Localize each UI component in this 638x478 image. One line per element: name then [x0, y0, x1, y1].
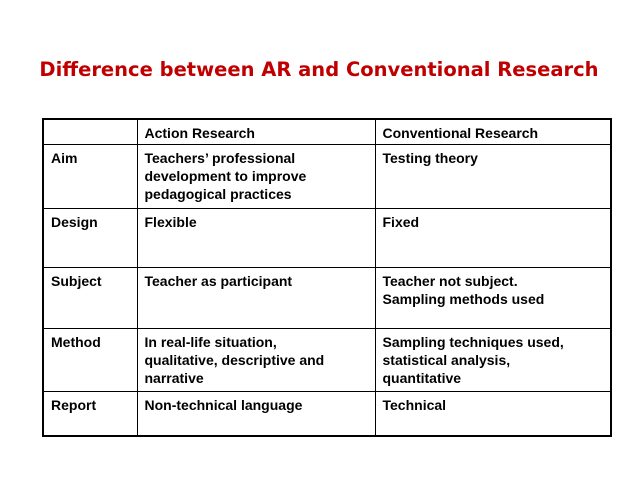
cell-report-action [137, 392, 375, 436]
cell-line: pedagogical practices [144, 186, 292, 202]
cell-line: qualitative, descriptive and [144, 352, 325, 368]
cell-line: Fixed [382, 214, 420, 230]
cell-line: Sampling techniques used, [382, 334, 564, 350]
row-label-aim: Aim [43, 145, 137, 209]
header-action-research: Action Research [137, 119, 375, 145]
cell-aim-action [137, 145, 375, 209]
cell-report-conventional [375, 392, 611, 436]
cell-line: Teacher as participant [144, 273, 293, 289]
cell-subject-conventional [375, 268, 611, 329]
row-label-method: Method [43, 329, 137, 392]
cell-aim-conventional [375, 145, 611, 209]
cell-line: development to improve [144, 168, 307, 184]
table-row-method [43, 329, 611, 392]
cell-line: Sampling methods used [382, 291, 545, 307]
cell-method-action [137, 329, 375, 392]
header-blank-cell [43, 119, 137, 145]
cell-line: Non-technical language [144, 397, 303, 413]
slide-title: Difference between AR and Conventional Research [39, 58, 599, 81]
cell-line: Teacher not subject. [382, 273, 518, 289]
cell-line: In real-life situation, [144, 334, 277, 350]
cell-line: Technical [382, 397, 447, 413]
row-label-design: Design [43, 209, 137, 268]
table-row-aim [43, 145, 611, 209]
table-row-subject [43, 268, 611, 329]
cell-line: narrative [144, 370, 204, 386]
header-conventional-research: Conventional Research [375, 119, 611, 145]
cell-line: Flexible [144, 214, 197, 230]
table-row-report [43, 392, 611, 436]
cell-subject-action [137, 268, 375, 329]
cell-line: statistical analysis, [382, 352, 511, 368]
cell-method-conventional [375, 329, 611, 392]
cell-line: quantitative [382, 370, 462, 386]
cell-design-action [137, 209, 375, 268]
comparison-table [42, 118, 612, 437]
table-header-row [43, 119, 611, 145]
cell-line: Teachers’ professional [144, 150, 296, 166]
row-label-report: Report [43, 392, 137, 436]
row-label-subject: Subject [43, 268, 137, 329]
cell-design-conventional [375, 209, 611, 268]
table-row-design [43, 209, 611, 268]
cell-line: Testing theory [382, 150, 478, 166]
